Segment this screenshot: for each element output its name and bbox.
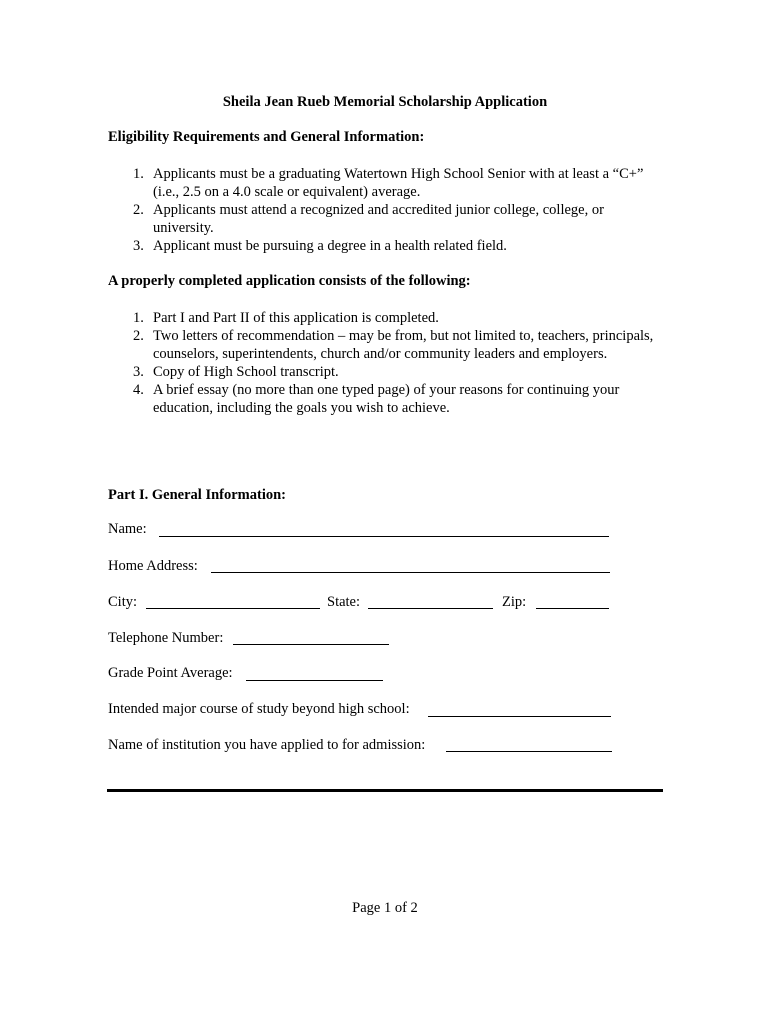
major-label: Intended major course of study beyond high school:: [108, 701, 410, 717]
telephone-field[interactable]: [233, 644, 389, 645]
name-field[interactable]: [159, 536, 609, 537]
application-item: [108, 327, 668, 363]
institution-label: Name of institution you have applied to for admission:: [108, 737, 426, 753]
home-address-label: Home Address:: [108, 558, 198, 574]
list-item-text: Applicants must be a graduating Watertown High School Senior with at least a “C+” (i.e., 2.5 on a 4.0 scale or equivalent) average.: [153, 166, 644, 200]
gpa-label: Grade Point Average:: [108, 665, 233, 681]
list-number: 4.: [133, 382, 144, 398]
section-divider: [107, 789, 663, 792]
city-field[interactable]: [146, 608, 320, 609]
application-heading: A properly completed application consists of the following:: [108, 273, 471, 289]
eligibility-heading: Eligibility Requirements and General Information:: [108, 129, 425, 145]
zip-field[interactable]: [536, 608, 609, 609]
list-item-text: Applicant must be pursuing a degree in a health related field.: [153, 238, 507, 254]
eligibility-item: [108, 237, 668, 255]
list-item-text: Part I and Part II of this application is completed.: [153, 310, 439, 326]
list-item-text: A brief essay (no more than one typed page) of your reasons for continuing your education, including the goals you wish to achieve.: [153, 382, 620, 416]
list-number: 2.: [133, 328, 144, 344]
part1-heading: Part I. General Information:: [108, 487, 286, 503]
application-item: [108, 363, 668, 381]
page-number: Page 1 of 2: [352, 900, 418, 916]
institution-field[interactable]: [446, 751, 612, 752]
list-item-text: Two letters of recommendation – may be from, but not limited to, teachers, principals, counselors, superintendents, church and/or community leaders and employers.: [153, 328, 654, 362]
list-number: 1.: [133, 310, 144, 326]
zip-label: Zip:: [502, 594, 527, 610]
state-label: State:: [327, 594, 361, 610]
application-item: [108, 381, 668, 417]
document-title: Sheila Jean Rueb Memorial Scholarship Application: [222, 94, 548, 110]
eligibility-list: [108, 165, 668, 255]
home-address-field[interactable]: [211, 572, 610, 573]
list-item-text: Applicants must attend a recognized and accredited junior college, college, or university.: [153, 202, 604, 236]
application-item: [108, 309, 668, 327]
gpa-field[interactable]: [246, 680, 383, 681]
city-label: City:: [108, 594, 138, 610]
state-field[interactable]: [368, 608, 493, 609]
major-field[interactable]: [428, 716, 611, 717]
eligibility-item: [108, 165, 668, 201]
telephone-label: Telephone Number:: [108, 630, 224, 646]
list-number: 2.: [133, 202, 144, 218]
application-list: [108, 309, 668, 417]
list-number: 3.: [133, 364, 144, 380]
name-label: Name:: [108, 521, 147, 537]
eligibility-item: [108, 201, 668, 237]
list-number: 1.: [133, 166, 144, 182]
list-number: 3.: [133, 238, 144, 254]
list-item-text: Copy of High School transcript.: [153, 364, 339, 380]
